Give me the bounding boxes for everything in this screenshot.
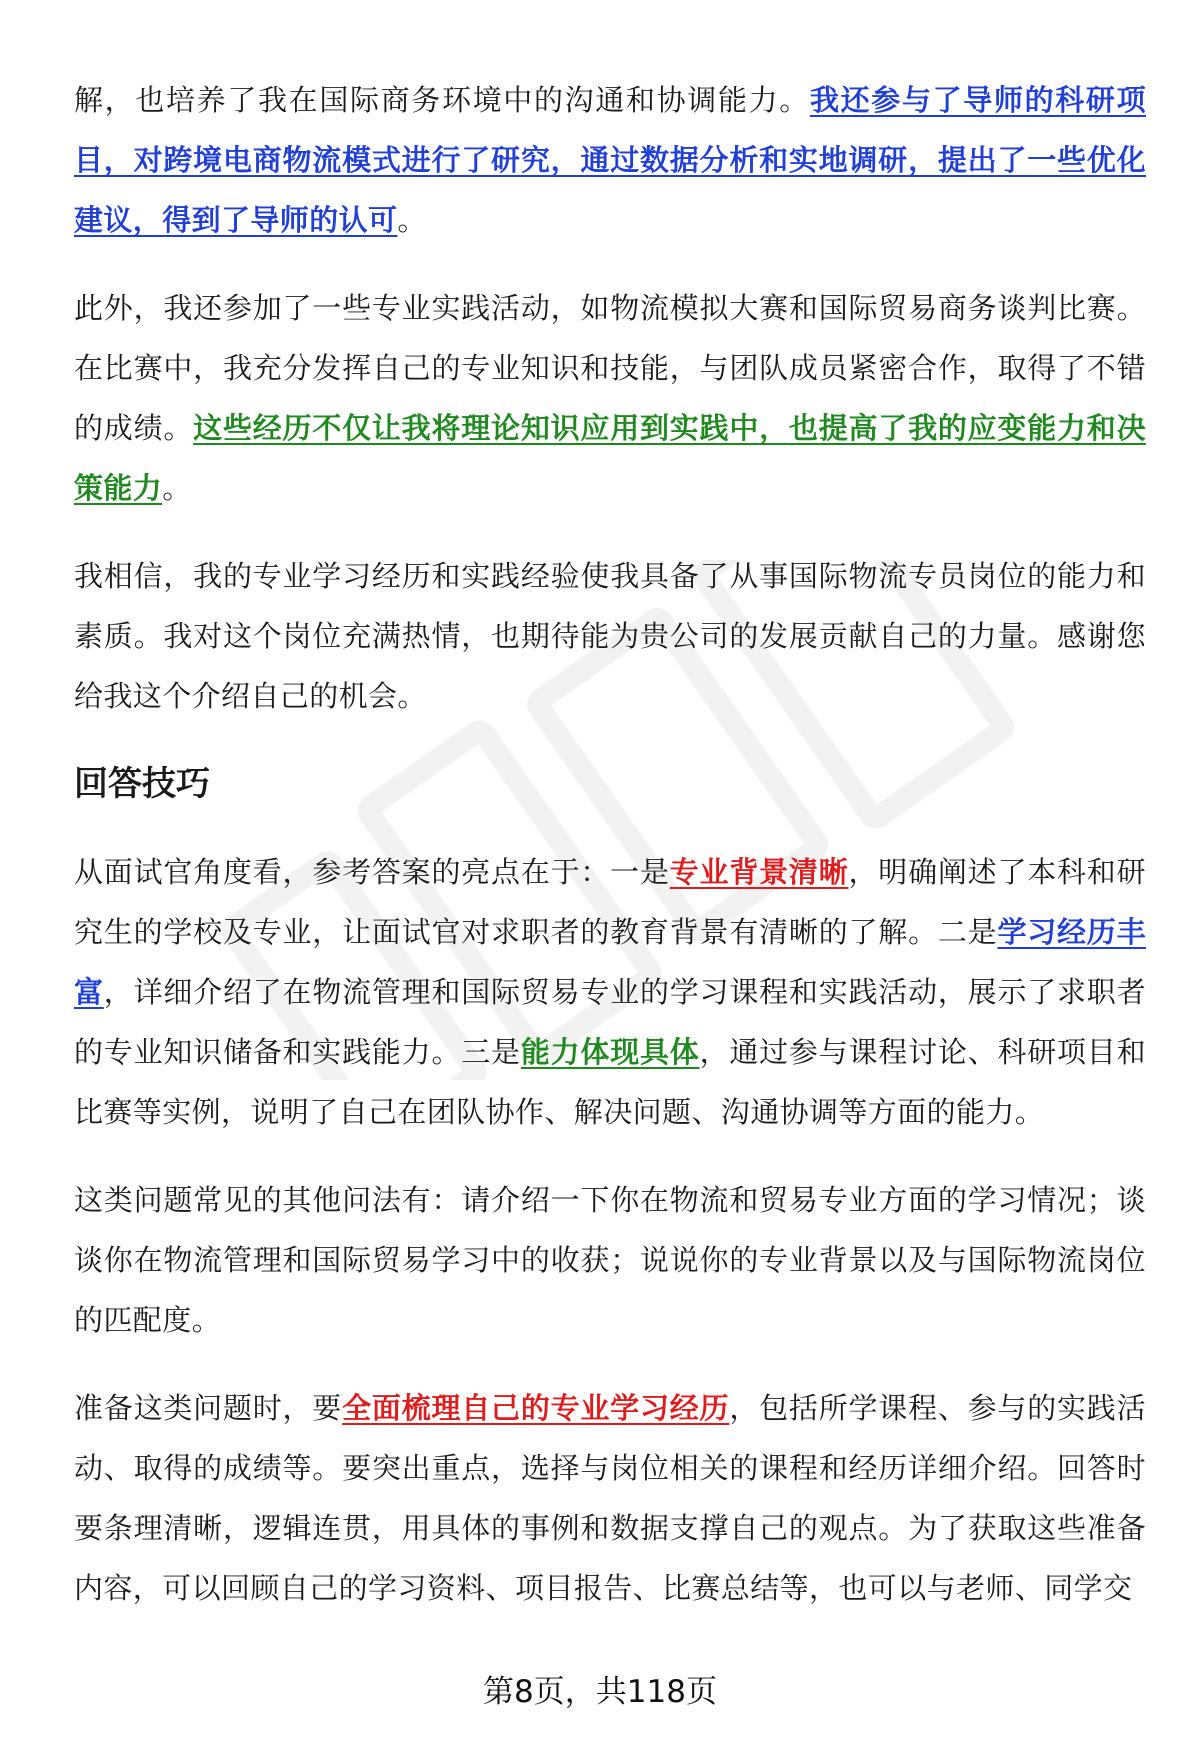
text-segment: 。 — [397, 203, 427, 237]
text-segment: 。 — [162, 471, 192, 505]
paragraph — [74, 842, 1146, 1142]
text-segment: 准备这类问题时，要 — [74, 1391, 343, 1425]
text-segment: ，明确阐述了本科和研究生的学校及专业，让面试官对求职者的教育背景有清晰的了解。二是 — [74, 855, 1146, 949]
paragraph — [74, 278, 1146, 518]
answer-paragraphs — [74, 70, 1146, 726]
paragraph — [74, 1170, 1146, 1350]
text-segment: 此外，我还参加了一些专业实践活动，如物流模拟大赛和国际贸易商务谈判比赛。在比赛中，我充分发挥自己的专业知识和技能，与团队成员紧密合作，取得了不错的成绩。 — [74, 291, 1146, 445]
text-segment: 从面试官角度看，参考答案的亮点在于：一是 — [74, 855, 670, 889]
text-segment: 这类问题常见的其他问法有：请介绍一下你在物流和贸易专业方面的学习情况；谈谈你在物流管理和国际贸易学习中的收获；说说你的专业背景以及与国际物流岗位的匹配度。 — [74, 1183, 1146, 1337]
highlight-green: 能力体现具体 — [520, 1035, 700, 1069]
highlight-blue: 我还参与了导师的科研项目，对跨境电商物流模式进行了研究，通过数据分析和实地调研，提出了一些优化建议，得到了导师的认可 — [74, 83, 1146, 237]
tips-paragraphs — [74, 842, 1146, 1618]
section-title: 回答技巧 — [74, 764, 210, 804]
text-segment: 解，也培养了我在国际商务环境中的沟通和协调能力。 — [74, 83, 810, 117]
paragraph — [74, 1378, 1146, 1618]
page-footer: 第8页，共118页 — [483, 1674, 717, 1710]
document-body — [74, 70, 1146, 1646]
highlight-red: 专业背景清晰 — [669, 855, 849, 889]
paragraph — [74, 70, 1146, 250]
text-segment: 我相信，我的专业学习经历和实践经验使我具备了从事国际物流专员岗位的能力和素质。我对这个岗位充满热情，也期待能为贵公司的发展贡献自己的力量。感谢您给我这个介绍自己的机会。 — [74, 559, 1146, 713]
highlight-green: 这些经历不仅让我将理论知识应用到实践中，也提高了我的应变能力和决策能力 — [74, 411, 1146, 505]
text-segment: ，通过参与课程讨论、科研项目和比赛等实例，说明了自己在团队协作、解决问题、沟通协调等方面的能力。 — [74, 1035, 1146, 1129]
highlight-red: 全面梳理自己的专业学习经历 — [342, 1391, 730, 1425]
text-segment: ，详细介绍了在物流管理和国际贸易专业的学习课程和实践活动，展示了求职者的专业知识储备和实践能力。三是 — [74, 975, 1146, 1069]
text-segment: ，包括所学课程、参与的实践活动、取得的成绩等。要突出重点，选择与岗位相关的课程和经历详细介绍。回答时要条理清晰，逻辑连贯，用具体的事例和数据支撑自己的观点。为了获取这些准备内容，可以回顾自己的学习资料、项目报告、比赛总结等，也可以与老师、同学交 — [74, 1391, 1146, 1605]
paragraph — [74, 546, 1146, 726]
highlight-blue: 学习经历丰富 — [74, 915, 1146, 1009]
